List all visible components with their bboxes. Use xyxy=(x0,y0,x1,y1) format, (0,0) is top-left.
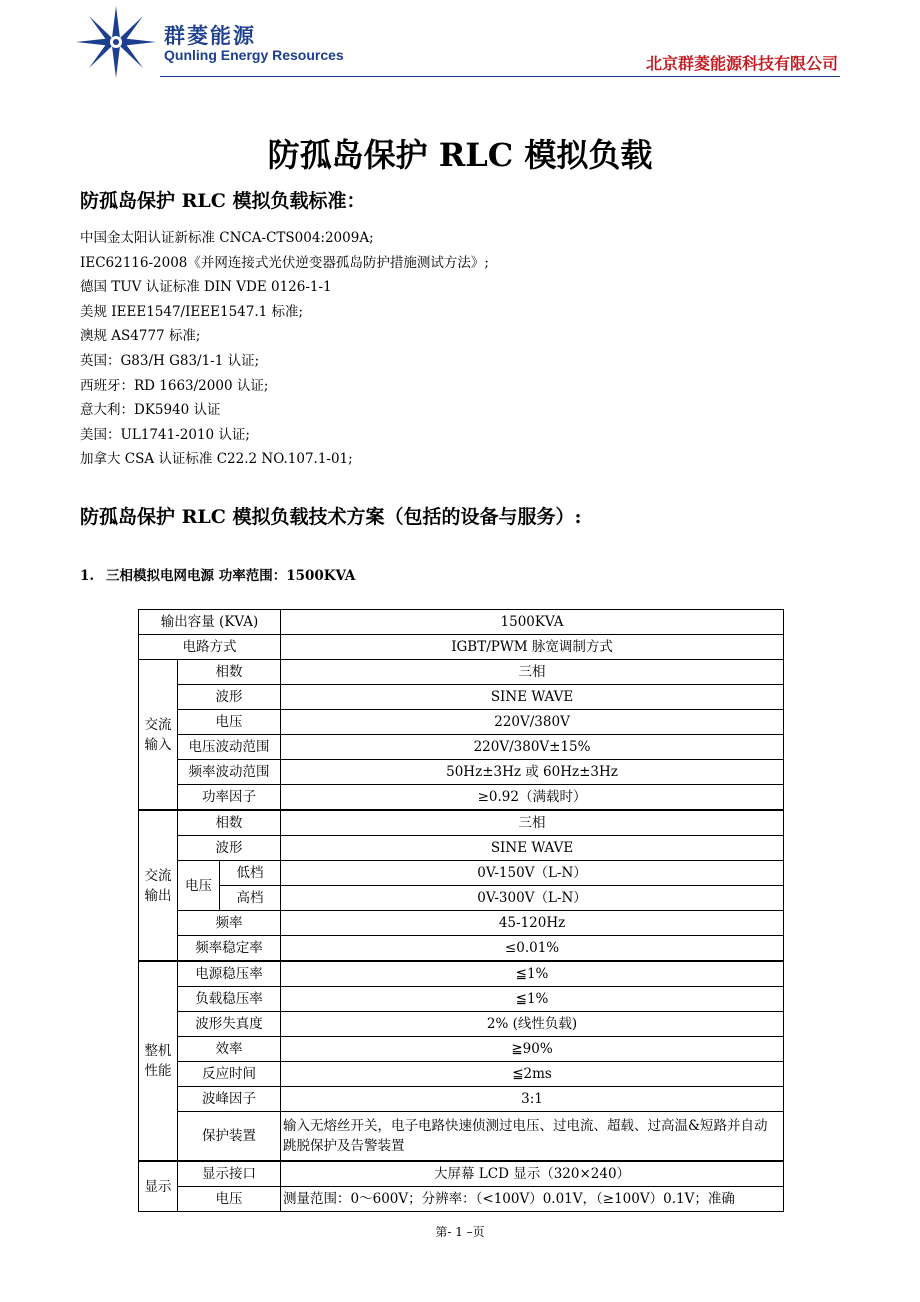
spec-value: 50Hz±3Hz 或 60Hz±3Hz xyxy=(281,760,784,785)
spec-value: 220V/380V xyxy=(281,710,784,735)
spec-value: 1500KVA xyxy=(281,610,784,635)
page-footer: 第- 1 –页 xyxy=(435,1225,485,1239)
spec-label: 相数 xyxy=(178,660,281,685)
spec-label: 波形失真度 xyxy=(178,1012,281,1037)
spec-value: 测量范围：0～600V；分辨率：（<100V）0.01V，（≥100V）0.1V；准确 xyxy=(281,1187,784,1212)
spec-label: 波峰因子 xyxy=(178,1087,281,1112)
spec-value: ≤0.01% xyxy=(281,936,784,962)
spec-label: 反应时间 xyxy=(178,1062,281,1087)
standard-item: 中国金太阳认证新标准 CNCA-CTS004:2009A; xyxy=(80,230,374,246)
star-compass-logo-icon xyxy=(76,6,156,78)
spec-value: ≥0.92（满载时） xyxy=(281,785,784,811)
spec-label-voltage: 电压 xyxy=(178,861,220,911)
spec-value: 0V-300V（L-N） xyxy=(281,886,784,911)
spec-value: 大屏幕 LCD 显示（320×240） xyxy=(281,1161,784,1187)
spec-label: 电路方式 xyxy=(139,635,281,660)
header-rule xyxy=(160,76,840,77)
standard-item: 德国 TUV 认证标准 DIN VDE 0126-1-1 xyxy=(80,279,332,296)
spec-value: 输入无熔丝开关，电子电路快速侦测过电压、过电流、超载、过高温&短路并自动跳脱保护及告警装置 xyxy=(281,1112,784,1162)
standards-heading: 防孤岛保护 RLC 模拟负载标准： xyxy=(80,190,366,212)
subsection-number: 1. xyxy=(80,568,95,584)
spec-label: 波形 xyxy=(178,836,281,861)
group-label-ac-input: 交流输入 xyxy=(139,660,178,811)
brand-name-en: Qunling Energy Resources xyxy=(164,47,344,63)
standards-list xyxy=(80,226,489,472)
spec-label: 相数 xyxy=(178,810,281,836)
spec-table xyxy=(138,609,784,1212)
spec-label: 电压波动范围 xyxy=(178,735,281,760)
standard-item: 美规 IEEE1547/IEEE1547.1 标准; xyxy=(80,303,304,320)
spec-value: ≦1% xyxy=(281,987,784,1012)
group-label-ac-output: 交流输出 xyxy=(139,810,178,961)
standard-item: 西班牙：RD 1663/2000 认证; xyxy=(80,377,269,394)
spec-sublabel: 低档 xyxy=(220,861,281,886)
spec-value: ≦2ms xyxy=(281,1062,784,1087)
standard-item: 美国：UL1741-2010 认证; xyxy=(80,426,250,443)
spec-value: IGBT/PWM 脉宽调制方式 xyxy=(281,635,784,660)
spec-value: 2% (线性负载) xyxy=(281,1012,784,1037)
standard-item: 加拿大 CSA 认证标准 C22.2 NO.107.1-01; xyxy=(80,451,353,468)
spec-label: 功率因子 xyxy=(178,785,281,811)
spec-sublabel: 高档 xyxy=(220,886,281,911)
page-header xyxy=(0,0,920,80)
group-label-display: 显示 xyxy=(139,1161,178,1212)
standard-item: 意大利：DK5940 认证 xyxy=(80,402,221,419)
group-label-performance: 整机性能 xyxy=(139,961,178,1161)
subsection-heading xyxy=(80,564,355,584)
standard-item: 英国：G83/H G83/1-1 认证; xyxy=(80,352,260,369)
spec-value: 三相 xyxy=(281,810,784,836)
spec-value: 三相 xyxy=(281,660,784,685)
spec-label: 输出容量 (KVA) xyxy=(139,610,281,635)
spec-label: 负载稳压率 xyxy=(178,987,281,1012)
spec-label: 频率 xyxy=(178,911,281,936)
solution-heading: 防孤岛保护 RLC 模拟负载技术方案（包括的设备与服务）: xyxy=(80,506,582,528)
spec-value: 45-120Hz xyxy=(281,911,784,936)
brand-name-cn: 群菱能源 xyxy=(164,24,256,48)
spec-value: 220V/380V±15% xyxy=(281,735,784,760)
document-title: 防孤岛保护 RLC 模拟负载 xyxy=(267,136,653,174)
spec-label: 波形 xyxy=(178,685,281,710)
spec-value: 3:1 xyxy=(281,1087,784,1112)
standard-item: 澳规 AS4777 标准; xyxy=(80,328,201,345)
spec-label: 显示接口 xyxy=(178,1161,281,1187)
company-name: 北京群菱能源科技有限公司 xyxy=(645,54,838,73)
spec-value: SINE WAVE xyxy=(281,836,784,861)
spec-label: 频率稳定率 xyxy=(178,936,281,962)
spec-label: 频率波动范围 xyxy=(178,760,281,785)
standard-item: IEC62116-2008《并网连接式光伏逆变器孤岛防护措施测试方法》; xyxy=(80,254,489,271)
spec-label: 电压 xyxy=(178,1187,281,1212)
spec-value: ≦1% xyxy=(281,961,784,987)
spec-label: 效率 xyxy=(178,1037,281,1062)
spec-label: 电源稳压率 xyxy=(178,961,281,987)
spec-value: ≧90% xyxy=(281,1037,784,1062)
subsection-title: 三相模拟电网电源 功率范围：1500KVA xyxy=(106,568,356,584)
spec-label: 电压 xyxy=(178,710,281,735)
spec-value: SINE WAVE xyxy=(281,685,784,710)
spec-value: 0V-150V（L-N） xyxy=(281,861,784,886)
spec-label: 保护装置 xyxy=(178,1112,281,1162)
